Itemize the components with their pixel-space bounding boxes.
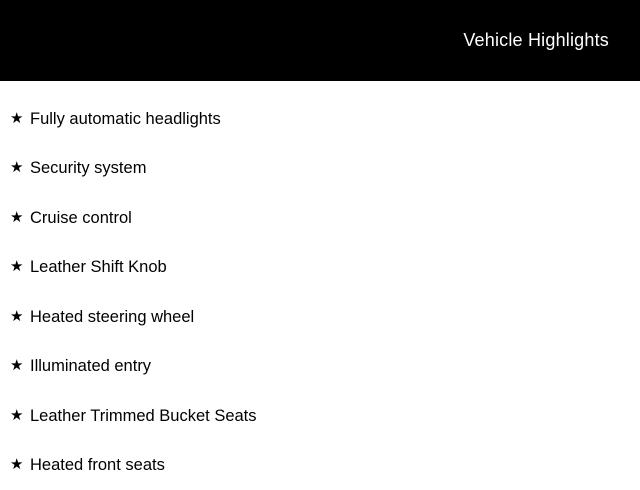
star-icon: ★	[10, 111, 30, 127]
list-item	[0, 144, 640, 194]
star-icon: ★	[10, 160, 30, 176]
list-item	[0, 193, 640, 243]
list-item-label: Fully automatic headlights	[30, 109, 221, 129]
list-item-label: Heated front seats	[30, 455, 165, 475]
list-item-label: Leather Trimmed Bucket Seats	[30, 406, 257, 426]
list-item	[0, 243, 640, 293]
list-item	[0, 441, 640, 490]
star-icon: ★	[10, 457, 30, 473]
star-icon: ★	[10, 259, 30, 275]
star-icon: ★	[10, 309, 30, 325]
list-item-label: Cruise control	[30, 208, 132, 228]
list-item-label: Security system	[30, 158, 146, 178]
list-item-label: Leather Shift Knob	[30, 257, 167, 277]
list-item-label: Illuminated entry	[30, 356, 151, 376]
star-icon: ★	[10, 210, 30, 226]
highlights-list	[0, 81, 640, 490]
list-item-label: Heated steering wheel	[30, 307, 194, 327]
header-bar	[0, 0, 640, 81]
list-item	[0, 292, 640, 342]
page-title: Vehicle Highlights	[463, 29, 609, 51]
list-item	[0, 391, 640, 441]
list-item	[0, 342, 640, 392]
star-icon: ★	[10, 358, 30, 374]
star-icon: ★	[10, 408, 30, 424]
list-item	[0, 94, 640, 144]
